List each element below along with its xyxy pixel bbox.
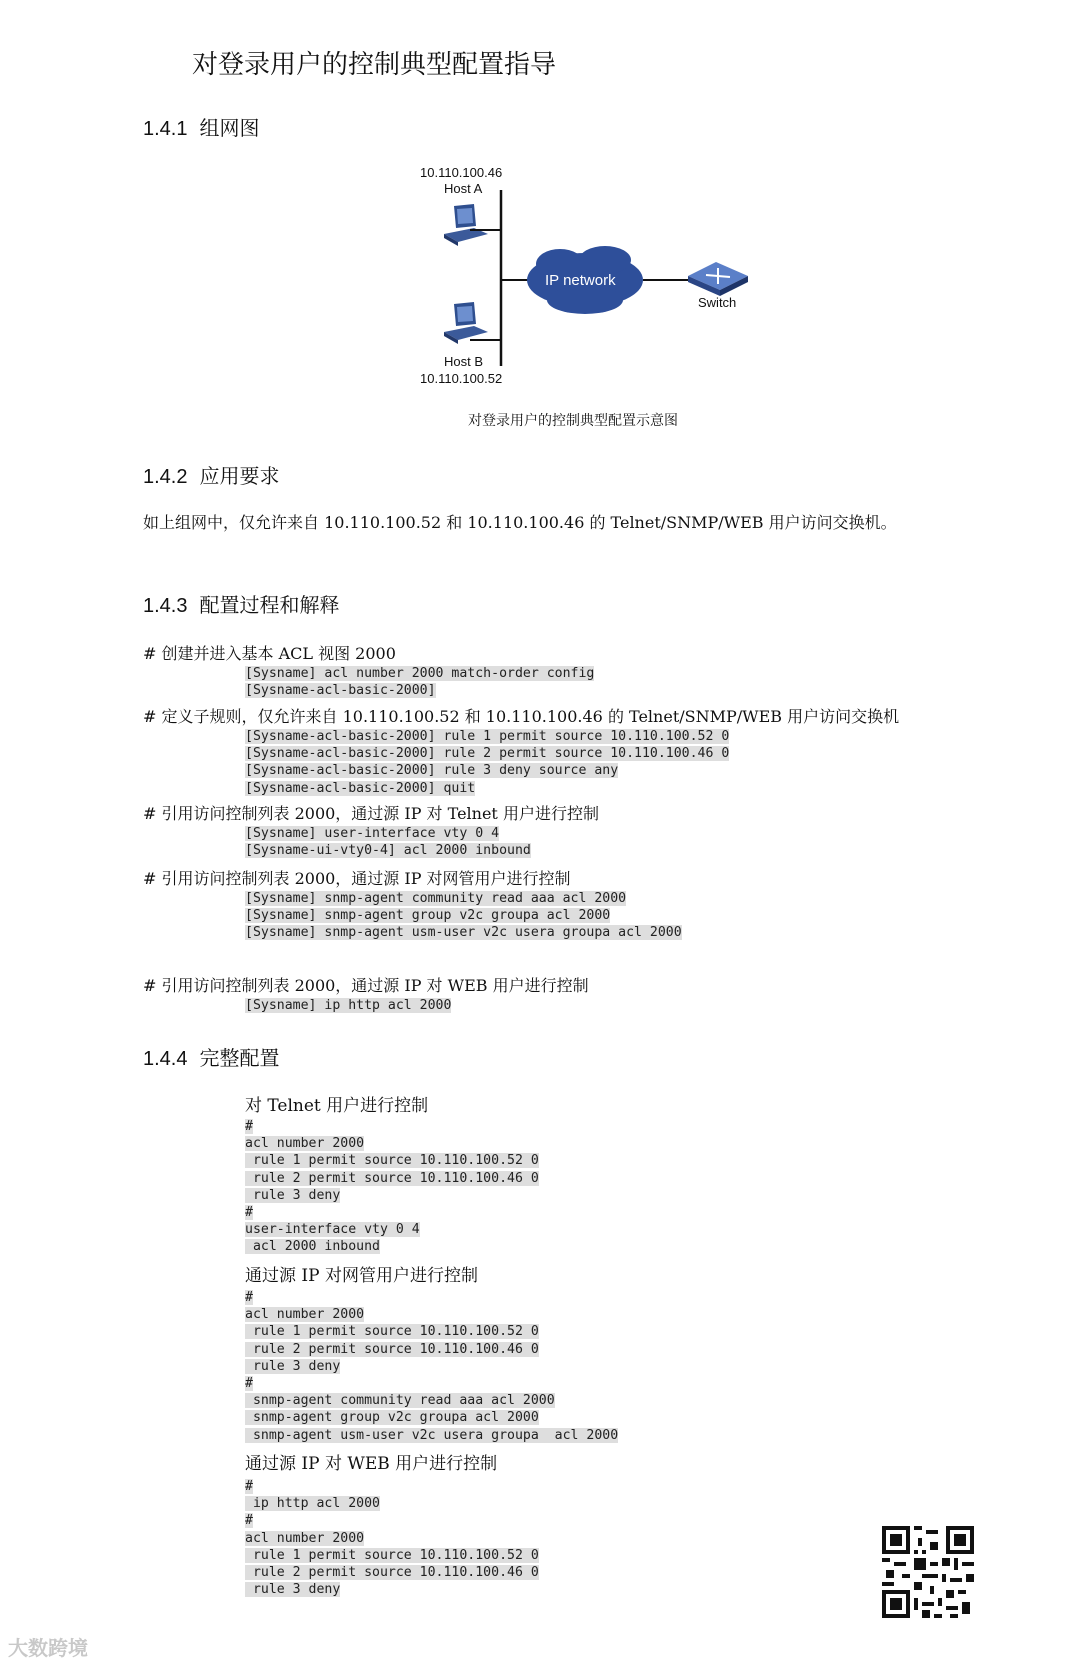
code-line: [Sysname-ui-vty0-4] acl 2000 inbound [245, 843, 531, 859]
code-line: [Sysname-acl-basic-2000] rule 2 permit source 10.110.100.46 0 [245, 746, 730, 762]
code-line: [Sysname] snmp-agent usm-user v2c usera groupa acl 2000 [245, 925, 682, 941]
code-line: [Sysname] ip http acl 2000 [245, 998, 452, 1013]
code-block [245, 665, 594, 699]
code-line: rule 2 permit source 10.110.100.46 0 [245, 1564, 539, 1580]
section-heading-3: 1.4.3 配置过程和解释 [143, 593, 340, 617]
config-heading: 通过源 IP 对 WEB 用户进行控制 [245, 1454, 498, 1474]
config-block [245, 1118, 539, 1256]
code-line: # [245, 1479, 253, 1494]
config-heading: 通过源 IP 对网管用户进行控制 [245, 1266, 478, 1286]
code-line: [Sysname] snmp-agent community read aaa acl 2000 [245, 891, 627, 906]
host-a-icon [444, 204, 488, 246]
config-block [245, 1289, 618, 1444]
code-line: rule 1 permit source 10.110.100.52 0 [245, 1547, 539, 1563]
code-line: rule 1 permit source 10.110.100.52 0 [245, 1324, 539, 1340]
code-line: rule 3 deny [245, 1187, 341, 1203]
code-line: snmp-agent community read aaa acl 2000 [245, 1393, 555, 1409]
code-block [245, 890, 682, 942]
code-line: rule 3 deny [245, 1582, 341, 1598]
code-line: [Sysname] user-interface vty 0 4 [245, 826, 500, 841]
code-line: rule 2 permit source 10.110.100.46 0 [245, 1170, 539, 1186]
watermark: 大数跨境 [8, 1636, 88, 1660]
host-b-ip: 10.110.100.52 [420, 371, 503, 386]
code-line: [Sysname] acl number 2000 match-order config [245, 666, 595, 681]
code-line: # [245, 1204, 253, 1220]
code-line: acl number 2000 [245, 1530, 365, 1546]
code-line: [Sysname-acl-basic-2000] [245, 683, 436, 699]
section-heading-2: 1.4.2 应用要求 [143, 464, 280, 488]
code-line: [Sysname] snmp-agent group v2c groupa acl 2000 [245, 908, 611, 924]
code-block [245, 825, 531, 859]
step-comment: # 创建并进入基本 ACL 视图 2000 [143, 644, 396, 663]
qr-code-icon [882, 1526, 974, 1618]
step-comment: # 定义子规则，仅允许来自 10.110.100.52 和 10.110.100.46 的 Telnet/SNMP/WEB 用户访问交换机 [143, 707, 900, 726]
code-line: # [245, 1290, 253, 1305]
network-diagram [400, 160, 780, 400]
code-line: acl 2000 inbound [245, 1239, 380, 1255]
step-comment: # 引用访问控制列表 2000，通过源 IP 对 WEB 用户进行控制 [143, 976, 589, 995]
section-heading-4: 1.4.4 完整配置 [143, 1046, 280, 1070]
cloud-label: IP network [545, 272, 616, 289]
code-line: [Sysname-acl-basic-2000] rule 3 deny source any [245, 763, 619, 779]
code-line: snmp-agent usm-user v2c usera groupa acl 2000 [245, 1427, 619, 1443]
code-line: [Sysname-acl-basic-2000] rule 1 permit source 10.110.100.52 0 [245, 729, 730, 744]
step-comment: # 引用访问控制列表 2000，通过源 IP 对 Telnet 用户进行控制 [143, 804, 599, 823]
code-line: snmp-agent group v2c groupa acl 2000 [245, 1410, 539, 1426]
config-block [245, 1478, 539, 1598]
step-comment: # 引用访问控制列表 2000，通过源 IP 对网管用户进行控制 [143, 869, 571, 888]
code-line: [Sysname-acl-basic-2000] quit [245, 780, 476, 796]
code-line: rule 3 deny [245, 1358, 341, 1374]
host-b-icon [444, 302, 488, 344]
code-line: # [245, 1513, 253, 1529]
code-line: ip http acl 2000 [245, 1496, 380, 1512]
config-heading: 对 Telnet 用户进行控制 [245, 1096, 429, 1116]
code-line: rule 1 permit source 10.110.100.52 0 [245, 1153, 539, 1169]
page-title: 对登录用户的控制典型配置指导 [192, 50, 557, 80]
code-line: # [245, 1375, 253, 1391]
host-b-label: Host B [444, 354, 484, 369]
code-line: # [245, 1119, 253, 1134]
code-line: acl number 2000 [245, 1307, 365, 1323]
code-block [245, 997, 451, 1014]
host-a-label: Host A [444, 181, 483, 196]
host-a-ip: 10.110.100.46 [420, 165, 503, 180]
section-heading-1: 1.4.1 组网图 [143, 116, 260, 140]
switch-icon [688, 262, 748, 296]
code-line: acl number 2000 [245, 1136, 365, 1152]
code-line: user-interface vty 0 4 [245, 1222, 420, 1238]
switch-label: Switch [698, 295, 737, 310]
diagram-caption: 对登录用户的控制典型配置示意图 [468, 413, 678, 429]
code-line: rule 2 permit source 10.110.100.46 0 [245, 1341, 539, 1357]
code-block [245, 728, 729, 797]
requirement-text: 如上组网中，仅允许来自 10.110.100.52 和 10.110.100.46 的 Telnet/SNMP/WEB 用户访问交换机。 [143, 513, 897, 532]
